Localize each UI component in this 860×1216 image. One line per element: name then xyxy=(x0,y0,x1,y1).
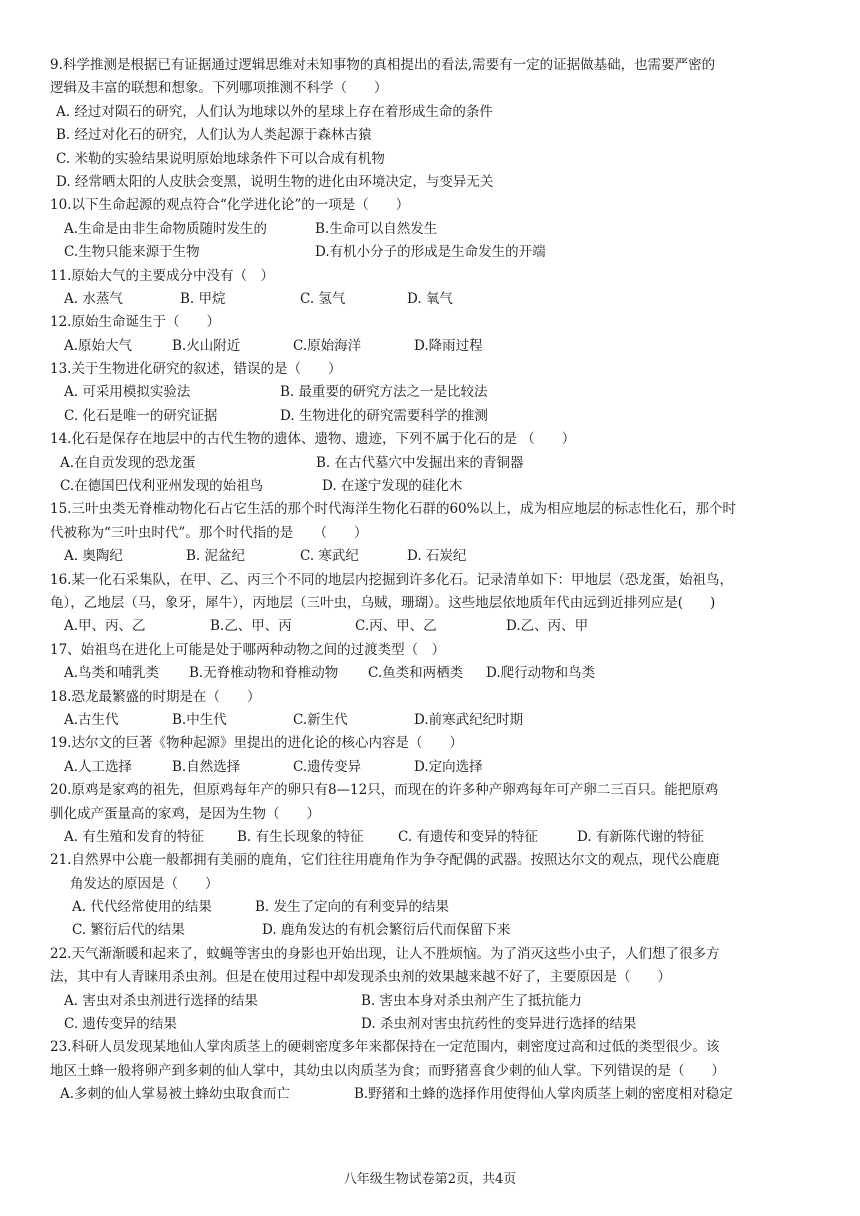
question-13-option-a: A. 可采用模拟实验法 xyxy=(64,384,191,401)
question-18-options xyxy=(50,709,820,732)
question-21-stem-cont: 角发达的原因是（ ） xyxy=(70,875,219,892)
question-20-stem-cont: 驯化成产蛋量高的家鸡，是因为生物（ ） xyxy=(50,805,320,822)
question-9-stem-cont: 逻辑及丰富的联想和想象。下列哪项推测不科学（ ） xyxy=(50,80,388,97)
question-18-stem: 18.恐龙最繁盛的时期是在（ ） xyxy=(50,688,261,705)
question-21-option-c: C. 繁衍后代的结果 xyxy=(72,922,185,939)
question-22-options-row2 xyxy=(50,1013,820,1036)
question-12-option-d: D.降雨过程 xyxy=(414,337,483,354)
question-17-stem: 17、始祖鸟在进化上可能是处于哪两种动物之间的过渡类型（ ） xyxy=(50,641,446,658)
question-20-stem: 20.原鸡是家鸡的祖先，但原鸡每年产的卵只有8—12只，而现在的许多种产卵鸡每年可产卵二三百只。能把原鸡 xyxy=(50,782,719,799)
question-22-options-row1 xyxy=(50,990,820,1013)
question-13-options-row1 xyxy=(50,381,820,404)
question-21-option-a: A. 代代经常使用的结果 xyxy=(72,899,212,916)
question-21-options-row1 xyxy=(50,896,820,919)
question-17-option-b: B.无脊椎动物和脊椎动物 xyxy=(189,665,339,682)
question-23-option-a: A.多刺的仙人掌易被土蜂幼虫取食而亡 xyxy=(60,1086,291,1103)
question-23-options-row1 xyxy=(50,1083,820,1106)
question-18-option-b: B.中生代 xyxy=(172,711,227,728)
question-19-options xyxy=(50,756,820,779)
question-22-option-d: D. 杀虫剂对害虫抗药性的变异进行选择的结果 xyxy=(361,1016,637,1033)
question-16-option-b: B.乙、甲、丙 xyxy=(210,618,292,635)
question-21-option-b: B. 发生了定向的有利变异的结果 xyxy=(255,899,450,916)
question-17-options xyxy=(50,662,820,685)
question-14-option-b: B. 在古代墓穴中发掘出来的青铜器 xyxy=(316,454,524,471)
question-18-option-d: D.前寒武纪纪时期 xyxy=(414,711,524,728)
question-15-option-b: B. 泥盆纪 xyxy=(186,548,246,565)
question-12-option-c: C.原始海洋 xyxy=(293,337,362,354)
question-23-stem-cont: 地区土蜂一般将卵产到多刺的仙人掌中，其幼虫以肉质茎为食；而野猪喜食少刺的仙人掌。下列错误的是（ ） xyxy=(50,1062,725,1079)
question-17-option-a: A.鸟类和哺乳类 xyxy=(64,665,160,682)
question-15-option-a: A. 奥陶纪 xyxy=(64,548,123,565)
question-22-stem-cont: 法，其中有人青睐用杀虫剂。但是在使用过程中却发现杀虫剂的效果越来越不好了，主要原因是（ ） xyxy=(50,969,671,986)
question-10-stem: 10.以下生命起源的观点符合“化学进化论”的一项是（ ） xyxy=(50,197,410,214)
question-10-options-row2 xyxy=(50,241,820,264)
question-16-stem: 16.某一化石采集队，在甲、乙、丙三个不同的地层内挖掘到许多化石。记录清单如下：甲地层（恐龙蛋，始祖鸟， xyxy=(50,571,733,588)
question-12-option-a: A.原始大气 xyxy=(64,337,133,354)
question-18-option-a: A.古生代 xyxy=(64,711,119,728)
question-14-option-d: D. 在遂宁发现的硅化木 xyxy=(322,478,463,495)
question-11-option-c: C. 氢气 xyxy=(300,290,346,307)
question-10-options-row1 xyxy=(50,218,820,241)
question-9-option-b: B. 经过对化石的研究，人们认为人类起源于森林古猿 xyxy=(56,127,372,144)
question-16-stem-cont: 龟），乙地层（马，象牙，犀牛），丙地层（三叶虫，乌贼，珊瑚）。这些地层依地质年代由远到近排列应是( ) xyxy=(50,594,716,611)
question-17-option-c: C.鱼类和两栖类 xyxy=(368,665,464,682)
question-13-stem: 13.关于生物进化研究的叙述，错误的是（ ） xyxy=(50,361,342,378)
question-18-option-c: C.新生代 xyxy=(293,711,348,728)
question-15-stem: 15.三叶虫类无脊椎动物化石占它生活的那个时代海洋生物化石群的60%以上，成为相应地层的标志性化石，那个时 xyxy=(50,501,736,518)
question-19-option-b: B.自然选择 xyxy=(172,758,241,775)
question-12-option-b: B.火山附近 xyxy=(172,337,241,354)
question-19-option-d: D.定向选择 xyxy=(414,758,483,775)
question-9-stem: 9.科学推测是根据已有证据通过逻辑思维对未知事物的真相提出的看法,需要有一定的证据做基础，也需要严密的 xyxy=(50,57,716,73)
question-13-options-row2 xyxy=(50,405,820,428)
question-19-option-a: A.人工选择 xyxy=(64,758,133,775)
exam-page xyxy=(50,54,820,1107)
question-22-option-c: C. 遗传变异的结果 xyxy=(64,1016,177,1033)
question-11-option-d: D. 氧气 xyxy=(407,290,453,307)
question-16-option-d: D.乙、丙、甲 xyxy=(506,618,589,635)
question-20-option-d: D. 有新陈代谢的特征 xyxy=(577,828,704,845)
question-9-option-d: D. 经常晒太阳的人皮肤会变黑，说明生物的进化由环境决定，与变异无关 xyxy=(56,173,494,190)
question-13-option-d: D. 生物进化的研究需要科学的推测 xyxy=(280,407,488,424)
question-22-option-a: A. 害虫对杀虫剂进行选择的结果 xyxy=(64,992,258,1009)
question-10-option-c: C.生物只能来源于生物 xyxy=(64,244,200,261)
question-22-option-b: B. 害虫本身对杀虫剂产生了抵抗能力 xyxy=(361,992,583,1009)
question-23-stem: 23.科研人员发现某地仙人掌肉质茎上的硬刺密度多年来都保持在一定范围内，刺密度过高和过低的类型很少。该 xyxy=(50,1039,720,1056)
question-13-option-b: B. 最重要的研究方法之一是比较法 xyxy=(280,384,488,401)
question-10-option-d: D.有机小分子的形成是生命发生的开端 xyxy=(315,244,546,261)
question-15-option-d: D. 石炭纪 xyxy=(407,548,467,565)
question-15-stem-cont: 代被称为“三叶虫时代”。那个时代指的是 （ ） xyxy=(50,524,368,541)
question-11-option-a: A. 水蒸气 xyxy=(64,290,123,307)
question-22-stem: 22.天气渐渐暖和起来了，蚊蝇等害虫的身影也开始出现，让人不胜烦恼。为了消灭这些小虫子，人们想了很多方 xyxy=(50,945,720,962)
question-14-stem: 14.化石是保存在地层中的古代生物的遗体、遗物、遗迹，下列不属于化石的是 （ ） xyxy=(50,431,576,448)
question-11-stem: 11.原始大气的主要成分中没有（ ） xyxy=(50,267,274,284)
question-12-options xyxy=(50,335,820,358)
question-11-option-b: B. 甲烷 xyxy=(180,290,226,307)
question-19-option-c: C.遗传变异 xyxy=(293,758,362,775)
question-10-option-a: A.生命是由非生命物质随时发生的 xyxy=(64,220,268,237)
question-16-options xyxy=(50,615,820,638)
question-14-option-c: C.在德国巴伐利亚州发现的始祖鸟 xyxy=(60,478,264,495)
question-16-option-a: A.甲、丙、乙 xyxy=(64,618,146,635)
question-12-stem: 12.原始生命诞生于（ ） xyxy=(50,314,220,331)
question-9-option-c: C. 米勒的实验结果说明原始地球条件下可以合成有机物 xyxy=(56,150,385,167)
question-14-options-row2 xyxy=(50,475,820,498)
question-15-option-c: C. 寒武纪 xyxy=(300,548,359,565)
question-11-options xyxy=(50,288,820,311)
page-footer: 八年级生物试卷第2页，共4页 xyxy=(343,1172,517,1187)
question-13-option-c: C. 化石是唯一的研究证据 xyxy=(64,407,218,424)
question-14-option-a: A.在自贡发现的恐龙蛋 xyxy=(60,454,196,471)
question-20-option-b: B. 有生长现象的特征 xyxy=(237,828,364,845)
question-21-option-d: D. 鹿角发达的有机会繁衍后代而保留下来 xyxy=(262,922,511,939)
question-16-option-c: C.丙、甲、乙 xyxy=(355,618,437,635)
question-17-option-d: D.爬行动物和鸟类 xyxy=(486,665,596,682)
question-19-stem: 19.达尔文的巨著《物种起源》里提出的进化论的核心内容是（ ） xyxy=(50,735,463,752)
question-21-options-row2 xyxy=(50,919,820,942)
question-10-option-b: B.生命可以自然发生 xyxy=(315,220,438,237)
question-15-options xyxy=(50,545,820,568)
question-20-options xyxy=(50,826,820,849)
question-20-option-c: C. 有遗传和变异的特征 xyxy=(398,828,538,845)
question-14-options-row1 xyxy=(50,452,820,475)
question-21-stem: 21.自然界中公鹿一般都拥有美丽的鹿角，它们往往用鹿角作为争夺配偶的武器。按照达尔文的观点，现代公鹿鹿 xyxy=(50,852,720,869)
question-23-option-b: B.野猪和土蜂的选择作用使得仙人掌肉质茎上刺的密度相对稳定 xyxy=(354,1086,733,1103)
question-9-option-a: A. 经过对陨石的研究，人们认为地球以外的星球上存在着形成生命的条件 xyxy=(56,103,493,120)
question-20-option-a: A. 有生殖和发育的特征 xyxy=(64,828,204,845)
